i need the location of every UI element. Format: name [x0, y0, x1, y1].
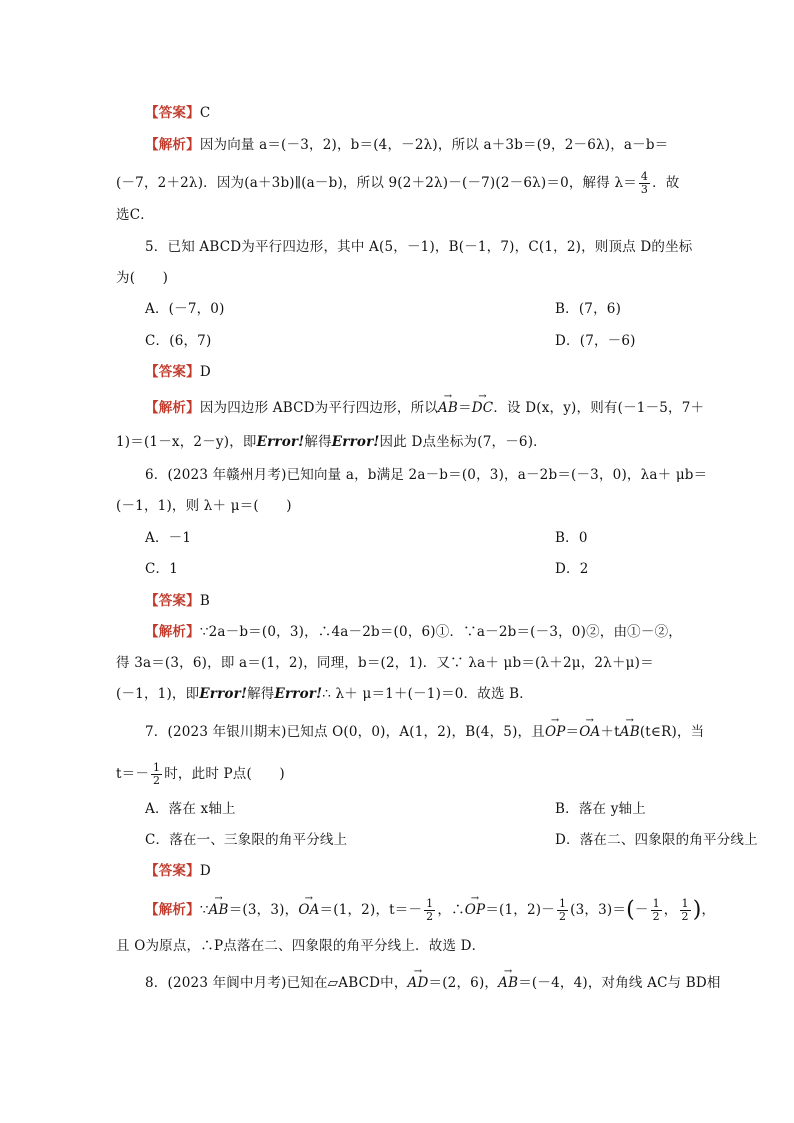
option-c: C．落在一、三象限的角平分线上: [145, 832, 348, 848]
q7-answer: D: [199, 863, 211, 879]
q7-stem-line-2: t＝－ $\frac{1}{2}$ 时，此时 P点( ): [116, 761, 285, 787]
option-b: B．0: [555, 530, 588, 546]
fraction: $\frac{1}{2}$: [153, 761, 161, 787]
option-b: B．(7，6): [555, 301, 622, 317]
q7-answer-line: 【答案】D: [145, 863, 211, 879]
q5-analysis-line-1: 【解析】因为四边形 ABCD为平行四边形，所以→ AB＝→ DC．设 D(x，y)，则有(－1－5，7＋: [145, 398, 680, 418]
q5-answer-line: 【答案】D: [145, 364, 211, 380]
option-a: A．(－7，0): [145, 301, 225, 317]
q6-analysis-line-1: 【解析】∵2a－b＝(0，3)，∴4a－2b＝(0，6)①．∵a－2b＝(－3，0)②，由①－②，: [145, 624, 682, 640]
q7-stem-line-1: 7．(2023 年银川期末)已知点 O(0，0)，A(1，2)，B(4，5)，且→ OP＝→ OA＋t→ AB(t∈R)，当: [145, 722, 680, 742]
fraction: $\frac{1}{2}$: [426, 897, 434, 923]
q4-analysis-line-3: 选C．: [116, 207, 154, 223]
q4-analysis-line-2: (－7，2＋2λ)．因为(a＋3b)∥(a－b)，所以 9(2＋2λ)－(－7)(2－6λ)＝0，解得 λ＝ $\frac{4}{3}$ ．故: [116, 170, 680, 196]
fraction: $\frac{1}{2}$: [652, 897, 660, 923]
q5-answer: D: [199, 364, 211, 380]
option-d: D．落在二、四象限的角平分线上: [555, 832, 758, 848]
option-c: C．(6，7): [145, 333, 212, 349]
q6-stem-line-2: (－1，1)，则 λ＋ μ＝( ): [116, 498, 292, 514]
fraction: $\frac{4}{3}$: [640, 170, 649, 196]
q6-options-row-2: [145, 559, 680, 579]
q6-answer: B: [199, 593, 210, 609]
q4-answer-line: [145, 103, 680, 123]
q5-stem-line-1: 5．已知 ABCD为平行四边形，其中 A(5，－1)，B(－1，7)，C(1，2)，则顶点 D的坐标: [145, 239, 693, 255]
q5-options-row-1: [145, 299, 680, 319]
vector-ab: → AB: [438, 398, 458, 418]
vector-op: → OP: [545, 722, 566, 742]
option-d: D．(7，－6): [555, 333, 636, 349]
option-b: B．落在 y轴上: [555, 801, 646, 817]
fraction: $\frac{1}{2}$: [681, 897, 689, 923]
q7-options-row-2: [145, 830, 758, 850]
q7-analysis-line-2: 且 O为原点，∴P点落在二、四象限的角平分线上．故选 D．: [116, 938, 486, 954]
q8-stem-line-1: 8．(2023 年阆中月考)已知在▱ABCD中，→ AD＝(2，6)，→ AB＝(－4，4)，对角线 AC与 BD相: [145, 973, 680, 993]
q7-options-row-1: [145, 799, 680, 819]
q5-stem-line-2: 为( ): [116, 270, 169, 286]
q5-analysis-line-2: 1)＝(1－x，2－y)，即Error!解得Error!因此 D点坐标为(7，－6)．: [116, 434, 547, 450]
option-a: A．落在 x轴上: [145, 801, 236, 817]
answer-label: 【答案】: [145, 105, 200, 121]
vector-oa: → OA: [579, 722, 600, 742]
vector-dc: → DC: [472, 398, 494, 418]
vector-ad: → AD: [408, 973, 429, 993]
fraction: $\frac{1}{2}$: [558, 897, 567, 923]
q6-answer-line: 【答案】B: [145, 593, 210, 609]
q6-options-row-1: [145, 528, 680, 548]
vector-ab: → AB: [498, 973, 518, 993]
q4-answer: C: [199, 105, 211, 121]
vector-ab: → AB: [620, 722, 640, 742]
q6-stem-line-1: 6．(2023 年赣州月考)已知向量 a，b满足 2a－b＝(0，3)，a－2b＝(－3，0)，λa＋ μb＝: [145, 467, 708, 483]
option-d: D．2: [555, 561, 589, 577]
q4-analysis-line-1: 【解析】因为向量 a＝(－3，2)，b＝(4，－2λ)，所以 a＋3b＝(9，2－6λ)，a－b＝: [145, 137, 669, 153]
option-a: A．－1: [145, 530, 192, 546]
q7-analysis-line-1: 【解析】∵→ AB＝(3，3)，→ OA＝(1，2)，t＝－ $\frac{1}{2}$ ，∴→ OP＝(1，2)－ $\frac{1}{2}$ (3，3)＝(－ $\frac{1}{2}$ ， $\frac{1}{2}$ )，: [145, 898, 680, 923]
option-c: C．1: [145, 561, 179, 577]
analysis-label: 【解析】: [145, 137, 200, 153]
q5-options-row-2: [145, 331, 680, 351]
q6-analysis-line-3: (－1，1)，即Error!解得Error!∴ λ＋ μ＝1＋(－1)＝0．故选 B．: [116, 686, 533, 702]
q6-analysis-line-2: 得 3a＝(3，6)，即 a＝(1，2)，同理，b＝(2，1)．又∵ λa＋ μb＝(λ＋2μ，2λ＋μ)＝: [116, 655, 654, 671]
